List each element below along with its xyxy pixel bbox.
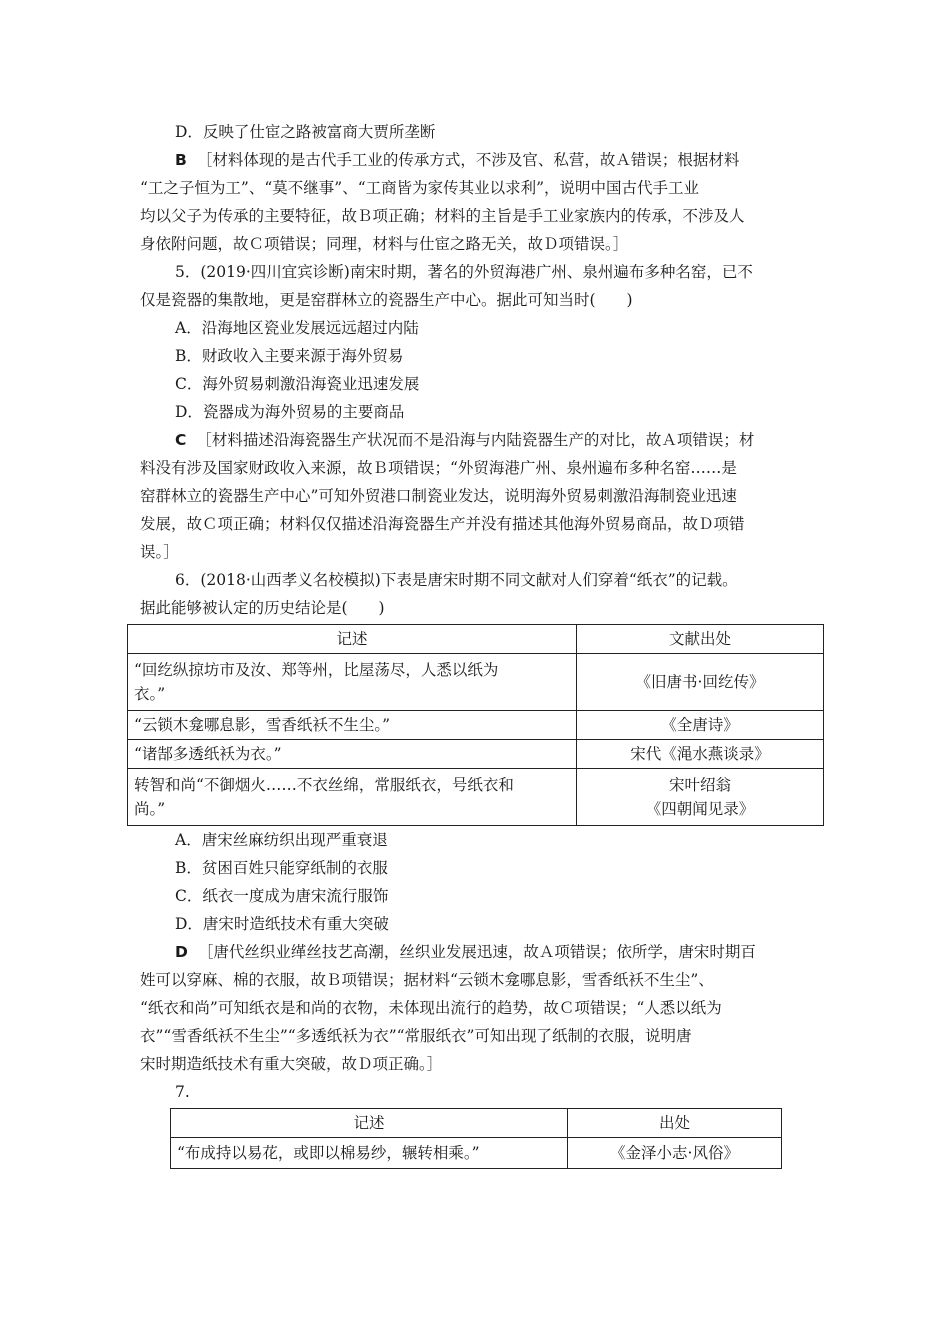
table-row (128, 740, 824, 769)
q6-option-b: B．贫困百姓只能穿纸制的衣服 (175, 859, 388, 877)
q4-explanation-line-4: 身依附问题，故Ｃ项错误；同理，材料与仕宦之路无关，故Ｄ项错误。］ (140, 235, 629, 253)
q5-stem-line-1: 5．(2019·四川宜宾诊断)南宋时期，著名的外贸海港广州、泉州遍布多种名窑，已不 (175, 263, 753, 281)
q6-explanation-line-3: “纸衣和尚”可知纸衣是和尚的衣物，未体现出流行的趋势，故Ｃ项错误；“人悉以纸为 (140, 999, 722, 1017)
table-row (128, 654, 824, 711)
q6-table-cell-source: 《旧唐书·回纥传》 (577, 654, 824, 711)
q5-option-a: A．沿海地区瓷业发展远远超过内陆 (175, 319, 419, 337)
q6-table-cell-record: “诸郜多透纸袄为衣。” (128, 740, 577, 769)
q6-option-a: A．唐宋丝麻纺织出现严重衰退 (175, 831, 388, 849)
q7-number: 7. (175, 1083, 190, 1101)
q7-table-header-source: 出处 (568, 1109, 782, 1138)
q4-explanation-line-3: 均以父子为传承的主要特征，故Ｂ项正确；材料的主旨是手工业家族内的传承，不涉及人 (140, 207, 745, 225)
q4-option-d: D．反映了仕宦之路被富商大贾所垄断 (175, 123, 436, 141)
q6-option-c: C．纸衣一度成为唐宋流行服饰 (175, 887, 389, 905)
q5-option-d: D．瓷器成为海外贸易的主要商品 (175, 403, 405, 421)
q5-option-c: C．海外贸易刺激沿海瓷业迅速发展 (175, 375, 420, 393)
q6-explanation-line-2: 姓可以穿麻、棉的衣服，故Ｂ项错误；据材料“云锁木龛哪息影，雪香纸袄不生尘”、 (140, 971, 714, 989)
q6-table-cell-source: 宋代《渑水燕谈录》 (577, 740, 824, 769)
q5-explanation-line-1: C ［材料描述沿海瓷器生产状况而不是沿海与内陆瓷器生产的对比，故Ａ项错误；材 (175, 431, 755, 449)
q6-table-cell-source: 宋叶绍翁 《四朝闻见录》 (577, 769, 824, 826)
q6-explanation-line-4: 衣”“雪香纸袄不生尘”“多透纸袄为衣”“常服纸衣”可知出现了纸制的衣服，说明唐 (140, 1027, 692, 1045)
q6-table-header-record: 记述 (128, 625, 577, 654)
q6-option-d: D．唐宋时造纸技术有重大突破 (175, 915, 389, 933)
q6-table-cell-record: “回纥纵掠坊市及汝、郑等州，比屋荡尽，人悉以纸为 衣。” (128, 654, 577, 711)
q7-table-header-row (171, 1109, 782, 1138)
q6-table-cell-source: 《全唐诗》 (577, 711, 824, 740)
q5-answer: C (175, 431, 187, 449)
q6-table-header-row (128, 625, 824, 654)
q7-table (170, 1108, 782, 1169)
q6-stem-line-1: 6．(2018·山西孝义名校模拟)下表是唐宋时期不同文献对人们穿着“纸衣”的记载。 (175, 571, 738, 589)
q5-explanation-line-3: 窑群林立的瓷器生产中心”可知外贸港口制瓷业发达，说明海外贸易刺激沿海制瓷业迅速 (140, 487, 737, 505)
q6-table-header-source: 文献出处 (577, 625, 824, 654)
q6-explanation-line-5: 宋时期造纸技术有重大突破，故Ｄ项正确。］ (140, 1055, 443, 1073)
q4-answer: B (175, 151, 187, 169)
table-row (128, 769, 824, 826)
q6-stem-line-2: 据此能够被认定的历史结论是( ) (140, 599, 385, 617)
q6-answer: D (175, 943, 188, 961)
q6-explanation-line-1: D ［唐代丝织业缂丝技艺高潮，丝织业发展迅速，故Ａ项错误；依所学，唐宋时期百 (175, 943, 756, 961)
q6-table (127, 624, 824, 826)
q5-explanation-line-4: 发展，故Ｃ项正确；材料仅仅描述沿海瓷器生产并没有描述其他海外贸易商品，故Ｄ项错 (140, 515, 745, 533)
q7-table-header-record: 记述 (171, 1109, 568, 1138)
q4-explanation-line-2: “工之子恒为工”、“莫不继事”、“工商皆为家传其业以求利”，说明中国古代手工业 (140, 179, 700, 197)
q5-option-b: B．财政收入主要来源于海外贸易 (175, 347, 404, 365)
q7-table-cell-source: 《金泽小志·风俗》 (568, 1138, 782, 1169)
q6-table-cell-record: “云锁木龛哪息影，雪香纸袄不生尘。” (128, 711, 577, 740)
q7-table-cell-record: “布成持以易花，或即以棉易纱，辗转相乘。” (171, 1138, 568, 1169)
q5-explanation-line-5: 误。］ (140, 543, 179, 561)
q5-stem-line-2: 仅是瓷器的集散地，更是窑群林立的瓷器生产中心。据此可知当时( ) (140, 291, 633, 309)
q5-explanation-line-2: 料没有涉及国家财政收入来源，故Ｂ项错误；“外贸海港广州、泉州遍布多种名窑……是 (140, 459, 737, 477)
q6-table-cell-record: 转智和尚“不御烟火……不衣丝绵，常服纸衣，号纸衣和 尚。” (128, 769, 577, 826)
table-row (171, 1138, 782, 1169)
table-row (128, 711, 824, 740)
q4-explanation-line-1: B ［材料体现的是古代手工业的传承方式，不涉及官、私营，故Ａ错误；根据材料 (175, 151, 740, 169)
